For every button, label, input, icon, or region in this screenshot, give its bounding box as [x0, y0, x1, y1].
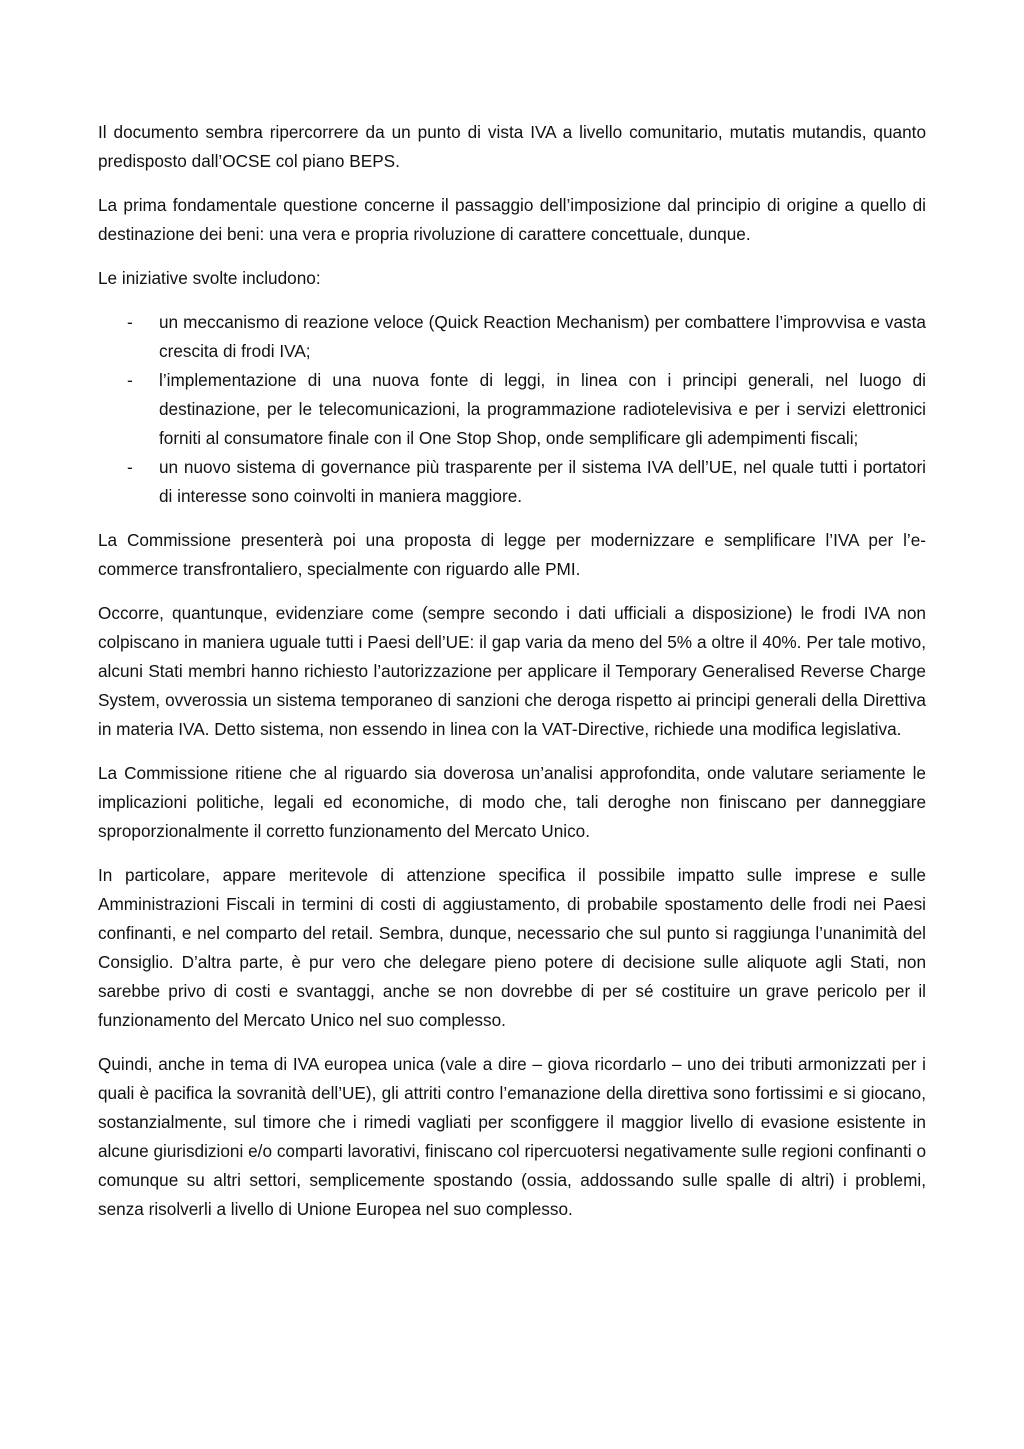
bullet-dash: -: [127, 312, 133, 332]
paragraph-impact: In particolare, appare meritevole di attenzione specifica il possibile impatto sulle imprese e sulle Amministrazioni Fiscali in termini di costi di aggiustamento, di probabile spostamento delle frodi nei Paesi confinanti, e nel comparto del retail. Sembra, dunque, necessario che sul punto si raggiunga l’unanimità del Consiglio. D’altra parte, è pur vero che delegare pieno potere di decisione sulle aliquote agli Stati, non sarebbe privo di costi e svantaggi, anche se non dovrebbe di per sé costituire un grave pericolo per il funzionamento del Mercato Unico nel suo complesso.: [98, 865, 926, 1030]
bullet-dash: -: [127, 457, 133, 477]
bullet-dash: -: [127, 370, 133, 390]
paragraph-commission-analysis: La Commissione ritiene che al riguardo sia doverosa un’analisi approfondita, onde valutare seriamente le implicazioni politiche, legali ed economiche, di modo che, tali deroghe non finiscano per danneggiare sproporzionalmente il corretto funzionamento del Mercato Unico.: [98, 763, 926, 841]
document-page: [98, 118, 926, 1239]
list-item: [98, 453, 926, 511]
paragraph-initiatives-lead: Le iniziative svolte includono:: [98, 268, 321, 288]
list-item-text: un nuovo sistema di governance più trasparente per il sistema IVA dell’UE, nel quale tutti i portatori di interesse sono coinvolti in maniera maggiore.: [159, 457, 926, 506]
list-item: [98, 366, 926, 453]
paragraph-vat-fraud: Occorre, quantunque, evidenziare come (sempre secondo i dati ufficiali a disposizione) le frodi IVA non colpiscano in maniera uguale tutti i Paesi dell’UE: il gap varia da meno del 5% a oltre il 40%. Per tale motivo, alcuni Stati membri hanno richiesto l’autorizzazione per applicare il Temporary Generalised Reverse Charge System, ovverossia un sistema temporaneo di sanzioni che deroga rispetto ai principi generali della Direttiva in materia IVA. Detto sistema, non essendo in linea con la VAT-Directive, richiede una modifica legislativa.: [98, 603, 926, 739]
list-item: [98, 308, 926, 366]
paragraph-conclusion: Quindi, anche in tema di IVA europea unica (vale a dire – giova ricordarlo – uno dei tributi armonizzati per i quali è pacifica la sovranità dell’UE), gli attriti contro l’emanazione della direttiva sono fortissimi e si giocano, sostanzialmente, sul timore che i rimedi vagliati per sconfiggere il maggior livello di evasione esistente in alcune giurisdizioni e/o comparti lavorativi, finiscano col ripercuotersi negativamente sulle regioni confinanti o comunque su altri settori, semplicemente spostando (ossia, addossando sulle spalle di altri) i problemi, senza risolverli a livello di Unione Europea nel suo complesso.: [98, 1054, 926, 1219]
paragraph-origin-destination: La prima fondamentale questione concerne il passaggio dell’imposizione dal principio di origine a quello di destinazione dei beni: una vera e propria rivoluzione di carattere concettuale, dunque.: [98, 195, 926, 244]
paragraph-intro: Il documento sembra ripercorrere da un punto di vista IVA a livello comunitario, mutatis mutandis, quanto predisposto dall’OCSE col piano BEPS.: [98, 122, 926, 171]
paragraph-ecommerce: La Commissione presenterà poi una proposta di legge per modernizzare e semplificare l’IVA per l’e-commerce transfrontaliero, specialmente con riguardo alle PMI.: [98, 530, 926, 579]
initiatives-list: [98, 308, 926, 511]
list-item-text: l’implementazione di una nuova fonte di leggi, in linea con i principi generali, nel luogo di destinazione, per le telecomunicazioni, la programmazione radiotelevisiva e per i servizi elettronici forniti al consumatore finale con il One Stop Shop, onde semplificare gli adempimenti fiscali;: [159, 370, 926, 448]
list-item-text: un meccanismo di reazione veloce (Quick Reaction Mechanism) per combattere l’improvvisa e vasta crescita di frodi IVA;: [159, 312, 926, 361]
